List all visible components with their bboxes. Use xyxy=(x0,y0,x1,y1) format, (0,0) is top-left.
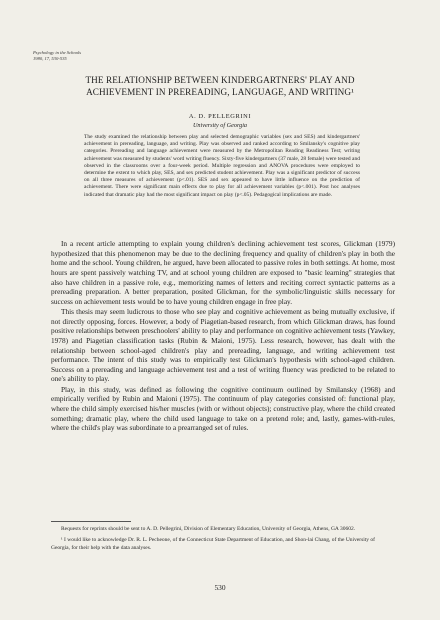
journal-name: Psychology in the Schools xyxy=(33,50,82,55)
page-number: 530 xyxy=(214,583,226,592)
body-paragraph-3: Play, in this study, was defined as following the cognitive continuum outlined by Smilansky (1968) and empirically verified by Rubin and Maioni (1975). The continuum of play categories consisted of: functional play, where the child simply exercised his/her muscles (with or without objects); constructive play, where the child created something; dramatic play, where the child used language to take on a pretend role; and, lastly, games-with-rules, where the child's play was subordinate to a prearranged set of rules. xyxy=(51,384,395,433)
article-title xyxy=(40,74,400,98)
footnote-acknowledgment: ¹ I would like to acknowledge Dr. R. L. Pecheone, of the Connecticut State Department of Education, and Shon-lai Chang, of the University of Georgia, for their help with the data analyses. xyxy=(51,537,376,551)
journal-citation xyxy=(33,50,81,61)
footnote-divider xyxy=(51,521,131,522)
author-affiliation: University of Georgia xyxy=(192,122,248,129)
footnote-reprints: Requests for reprints should be sent to A. D. Pellegrini, Division of Elementary Education, University of Georgia, Athens, GA 30602. xyxy=(61,526,356,532)
author-name: A. D. PELLEGRINI xyxy=(188,113,252,120)
title-line-2: ACHIEVEMENT IN PREREADING, LANGUAGE, AND WRITING¹ xyxy=(86,87,354,97)
body-paragraph-2: This thesis may seem ludicrous to those who see play and cognitive achievement as being mutually exclusive, if not directly opposing, forces. However, a body of Piagetian-based research, from which Glickman draws, has found positive relationships between preschoolers' ability to play and performance on cognitive achievement tests (Yawkey, 1978) and Piagetian classification tasks (Rubin & Maioni, 1975). Less research, however, has dealt with the relationship between school-aged children's play and prereading, language, and writing achievement test performance. The intent of this study was to empirically test Glickman's hypothesis with school-aged children. Success on a prereading and language achievement test and a test of writing fluency was predicted to be related to one's ability to play. xyxy=(51,306,395,384)
title-line-1: THE RELATIONSHIP BETWEEN KINDERGARTNERS' PLAY AND xyxy=(85,75,355,85)
journal-volume: 1980, 17, 530-535 xyxy=(33,55,67,61)
footnotes xyxy=(51,526,395,556)
body-paragraph-1: In a recent article attempting to explain young children's declining achievement test scores, Glickman (1979) hypothesized that this phenomenon may be due to the declining frequency and quality of children's play in both the home and the school. Young children, he argued, have been allocated to passive roles in both settings. At home, most hours are spent passively watching TV, and at school young children are exposed to "basic learning" strategies that also have children in a passive role, e.g., memorizing names of letters and reciting correct syntactic patterns as a prereading preparation. A better preparation, posited Glickman, for the symbolic/linguistic skills necessary for success on achievement tests would be to have young children engage in free play. xyxy=(51,239,395,306)
abstract: The study examined the relationship between play and selected demographic variables (sex and SES) and kindergartners' achievement in prereading, language, and writing. Play was observed and ranked according to Smilansky's cognitive play categories. Prereading and language achievement were measured by the Metropolitan Reading Readiness Test; writing achievement was measured by students' word writing fluency. Sixty-five kindergartners (37 male, 28 female) were tested and observed in the classrooms over a four-week period. Multiple regression and ANOVA procedures were employed to determine the extent to which play, SES, and sex predicted student achievement. Play was a significant predictor of success on all three measures of achievement (p<.01). SES and sex appeared to have little influence on the prediction of achievement. There were significant main effects due to play for all achievement variables (p<.001). Post hoc analyses indicated that dramatic play had the most significant impact on play (p<.05). Pedagogical implications are made. xyxy=(84,134,360,198)
body-text xyxy=(51,239,395,433)
